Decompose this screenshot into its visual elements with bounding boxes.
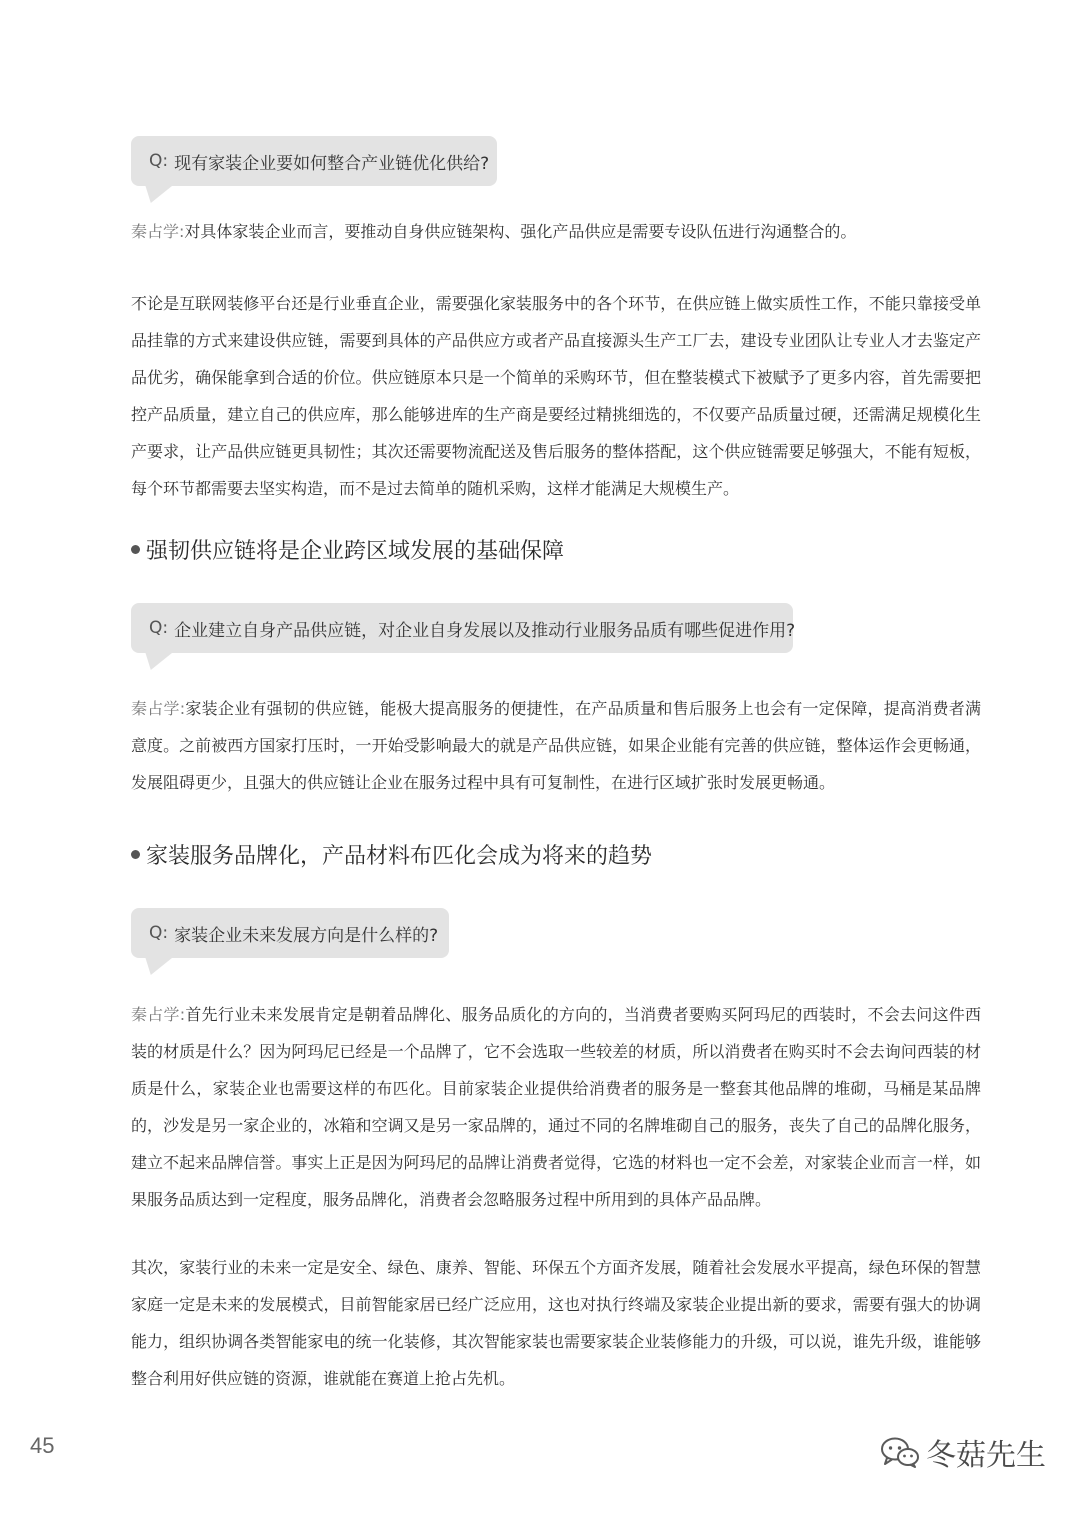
answer-2 bbox=[131, 690, 981, 801]
section-heading-2 bbox=[131, 839, 652, 870]
paragraph-1: 不论是互联网装修平台还是行业垂直企业，需要强化家装服务中的各个环节，在供应链上做实质性工作，不能只靠接受单品挂靠的方式来建设供应链，需要到具体的产品供应方或者产品直接源头生产工厂去，建设专业团队让专业人才去鉴定产品优劣，确保能拿到合适的价位。供应链原本只是一个简单的采购环节，但在整装模式下被赋予了更多内容，首先需要把控产品质量，建立自己的供应库，那么能够进库的生产商是要经过精挑细选的，不仅要产品质量过硬，还需满足规模化生产要求，让产品供应链更具韧性；其次还需要物流配送及售后服务的整体搭配，这个供应链需要足够强大，不能有短板，每个环节都需要去坚实构造，而不是过去简单的随机采购，这样才能满足大规模生产。 bbox=[131, 294, 981, 498]
question-label: Q: bbox=[149, 923, 169, 943]
question-text: 家装企业未来发展方向是什么样的? bbox=[174, 925, 439, 946]
speaker-label: 秦占学: bbox=[131, 222, 185, 241]
bullet-dot bbox=[131, 545, 140, 554]
bubble-tail bbox=[137, 957, 173, 975]
answer-text: 家装企业有强韧的供应链，能极大提高服务的便捷性，在产品质量和售后服务上也会有一定保障，提高消费者满意度。之前被西方国家打压时，一开始受影响最大的就是产品供应链，如果企业能有完善的供应链，整体运作会更畅通，发展阻碍更少，且强大的供应链让企业在服务过程中具有可复制性，在进行区域扩张时发展更畅通。 bbox=[131, 699, 981, 792]
bubble-tail bbox=[137, 185, 173, 203]
wechat-icon bbox=[880, 1436, 920, 1468]
question-text: 企业建立自身产品供应链，对企业自身发展以及推动行业服务品质有哪些促进作用? bbox=[174, 620, 796, 641]
speaker-label: 秦占学: bbox=[131, 1005, 186, 1024]
paragraph-2: 其次，家装行业的未来一定是安全、绿色、康养、智能、环保五个方面齐发展，随着社会发展水平提高，绿色环保的智慧家庭一定是未来的发展模式，目前智能家居已经广泛应用，这也对执行终端及家装企业提出新的要求，需要有强大的协调能力，组织协调各类智能家电的统一化装修，其次智能家装也需要家装企业装修能力的升级，可以说，谁先升级，谁能够整合利用好供应链的资源，谁就能在赛道上抢占先机。 bbox=[131, 1258, 981, 1388]
bubble-tail bbox=[137, 652, 173, 670]
answer-3 bbox=[131, 996, 981, 1218]
section-heading-1 bbox=[131, 534, 564, 565]
page-number: 45 bbox=[30, 1433, 55, 1458]
heading-text: 强韧供应链将是企业跨区域发展的基础保障 bbox=[146, 539, 565, 564]
question-label: Q: bbox=[149, 618, 169, 638]
answer-text: 首先行业未来发展肯定是朝着品牌化、服务品质化的方向的，当消费者要购买阿玛尼的西装时，不会去问这件西装的材质是什么？因为阿玛尼已经是一个品牌了，它不会选取一些较差的材质，所以消费者在购买时不会去询问西装的材质是什么，家装企业也需要这样的布匹化。目前家装企业提供给消费者的服务是一整套其他品牌的堆砌，马桶是某品牌的，沙发是另一家企业的，冰箱和空调又是另一家品牌的，通过不同的名牌堆砌自己的服务，丧失了自己的品牌化服务，建立不起来品牌信誉。事实上正是因为阿玛尼的品牌让消费者觉得，它选的材料也一定不会差，对家装企业而言一样，如果服务品质达到一定程度，服务品牌化，消费者会忽略服务过程中所用到的具体产品品牌。 bbox=[131, 1005, 981, 1209]
speaker-label: 秦占学: bbox=[131, 699, 186, 718]
question-bubble-2 bbox=[131, 603, 796, 653]
question-bubble-1 bbox=[131, 136, 497, 186]
answer-1 bbox=[131, 213, 981, 250]
answer-text: 对具体家装企业而言，要推动自身供应链架构、强化产品供应是需要专设队伍进行沟通整合的。 bbox=[184, 222, 857, 241]
watermark bbox=[880, 1430, 1046, 1474]
question-bubble-3 bbox=[131, 908, 449, 958]
watermark-text: 冬菇先生 bbox=[926, 1438, 1046, 1473]
heading-text: 家装服务品牌化，产品材料布匹化会成为将来的趋势 bbox=[146, 844, 653, 869]
bullet-dot bbox=[131, 850, 140, 859]
question-label: Q: bbox=[149, 151, 169, 171]
question-text: 现有家装企业要如何整合产业链优化供给? bbox=[174, 153, 490, 174]
